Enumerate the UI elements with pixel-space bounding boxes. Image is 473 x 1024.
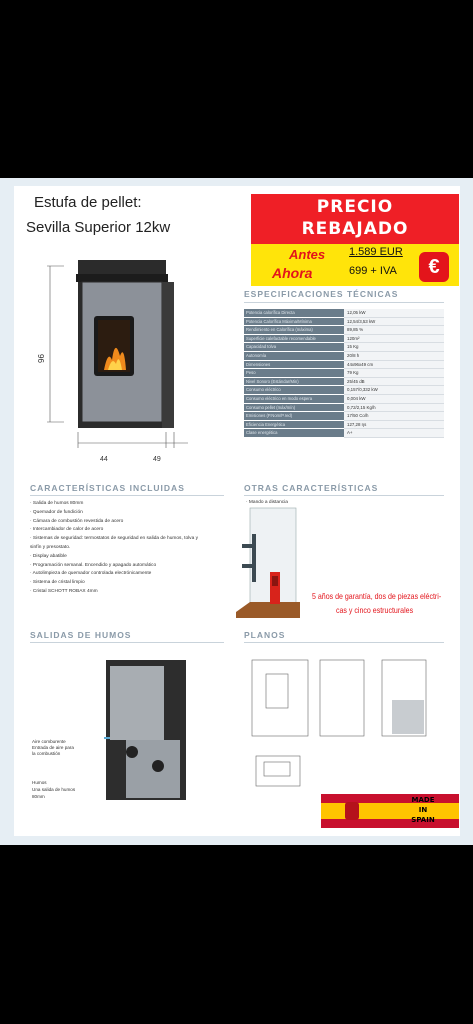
- other-divider: [244, 495, 444, 496]
- specs-heading: ESPECIFICACIONES TÉCNICAS: [244, 289, 399, 299]
- spec-row: Autonomía 20/8 h: [244, 352, 444, 361]
- stove-rear-drawing: [104, 658, 194, 804]
- ahora-value: 699 + IVA: [349, 265, 397, 277]
- list-item: · Salida de humos 80mm: [30, 501, 84, 506]
- in-line: IN: [418, 806, 428, 814]
- dimension-height: 96: [35, 354, 45, 363]
- smoke-divider: [30, 642, 224, 643]
- included-divider: [30, 495, 224, 496]
- included-list: [30, 500, 198, 597]
- spec-row: Clase energética A+: [244, 429, 444, 438]
- coat-of-arms-icon: [345, 802, 359, 820]
- made-in-spain-text: [405, 795, 441, 825]
- list-item: · Programación semanal. Encendido y apagado automático: [30, 562, 157, 568]
- spec-row: Eficiencia Energética 127,28 ηs: [244, 421, 444, 430]
- smoke-heading: SALIDAS DE HUMOS: [30, 630, 132, 640]
- price-banner: [251, 194, 459, 286]
- room-illustration: [236, 504, 304, 624]
- warranty-line1: 5 años de garantía, dos de piezas eléctri-: [312, 592, 442, 601]
- specs-table: [244, 309, 444, 438]
- list-item: · Cámara de combustión revestida de acero: [30, 518, 124, 524]
- euro-icon: €: [419, 252, 449, 282]
- warranty-line2: cas y cinco estructurales: [336, 606, 414, 615]
- air-line2: Entrada de aire para: [32, 745, 74, 750]
- made-in-spain-flag: [321, 794, 459, 828]
- dimension-width: 44: [100, 456, 108, 463]
- antes-value: 1.589 EUR: [349, 246, 403, 258]
- plans-heading: PLANOS: [244, 630, 286, 640]
- spec-row: Nivel Sonoro (Estándar/Min) 25/45 dB: [244, 378, 444, 387]
- spec-row: Consumo eléctrico en modo espera 0,004 kW: [244, 395, 444, 404]
- plans-divider: [244, 642, 444, 643]
- product-card: [0, 178, 473, 845]
- list-item: · Display abatible: [30, 553, 67, 559]
- humos-line2: Una salida de humos: [32, 787, 76, 792]
- price-heading-2: REBAJADO: [301, 219, 409, 239]
- price-heading-1: PRECIO: [316, 197, 394, 217]
- list-item: · Sistemas de seguridad: termostatos de seguridad en salida de humos, tolva y: [30, 536, 198, 542]
- made-line: MADE: [411, 796, 435, 804]
- other-heading: OTRAS CARACTERÍSTICAS: [244, 483, 379, 493]
- technical-plans-drawing: [246, 652, 456, 792]
- spec-row: Dimensiones 44x96x49 cm: [244, 361, 444, 370]
- spec-row: Consumo eléctrico 0,157/0,332 kW: [244, 386, 444, 395]
- list-item: · Sistema de cristal limpio: [30, 580, 85, 586]
- ahora-label: Ahora: [272, 265, 313, 281]
- spec-row: Peso 79 Kg: [244, 369, 444, 378]
- included-heading: CARACTERÍSTICAS INCLUIDAS: [30, 483, 185, 493]
- spec-row: Rendimiento en Calorífica (máxima) 89,85 %: [244, 326, 444, 335]
- spec-row: Potencia calorífica Directa 12,05 kW: [244, 309, 444, 318]
- list-item: · Autolimpieza de quemador controlada electrónicamente: [30, 571, 152, 577]
- spec-row: Potencia Calorífica Máxima/Mínima 12,54/3,53 kW: [244, 318, 444, 327]
- spec-row: Capacidad tolva 15 Kg: [244, 343, 444, 352]
- air-line1: Aire comburente: [32, 739, 66, 744]
- product-title-line2: Sevilla Superior 12kw: [26, 219, 171, 236]
- humos-line3: 80mm: [32, 794, 45, 799]
- stove-front-drawing: [42, 258, 222, 478]
- list-item: · Cristal SCHOTT ROBAX 4mm: [30, 588, 98, 594]
- dimension-depth: 49: [153, 456, 161, 463]
- spain-line: SPAIN: [411, 816, 435, 824]
- product-title-line1: Estufa de pellet:: [34, 194, 142, 211]
- remote-control-label: · Mando a distancia: [246, 500, 288, 505]
- spec-row: Consumo pellet (máx/mín) 0,72/2,15 Kg/h: [244, 404, 444, 413]
- spec-row: Emisiones (P.Nom/P.red) 17/50 Co/h: [244, 412, 444, 421]
- list-item: sinfín y presostato.: [30, 544, 71, 550]
- product-sheet: [14, 186, 460, 836]
- antes-label: Antes: [289, 247, 326, 262]
- air-line3: la combustión: [32, 751, 61, 756]
- spec-row: Superficie calefactable recomendable 120m²: [244, 335, 444, 344]
- humos-line1: Humos: [32, 780, 47, 785]
- list-item: · Intercambiador de calor de acero: [30, 527, 104, 533]
- list-item: · Quemador de fundición: [30, 509, 83, 515]
- specs-divider: [244, 302, 444, 303]
